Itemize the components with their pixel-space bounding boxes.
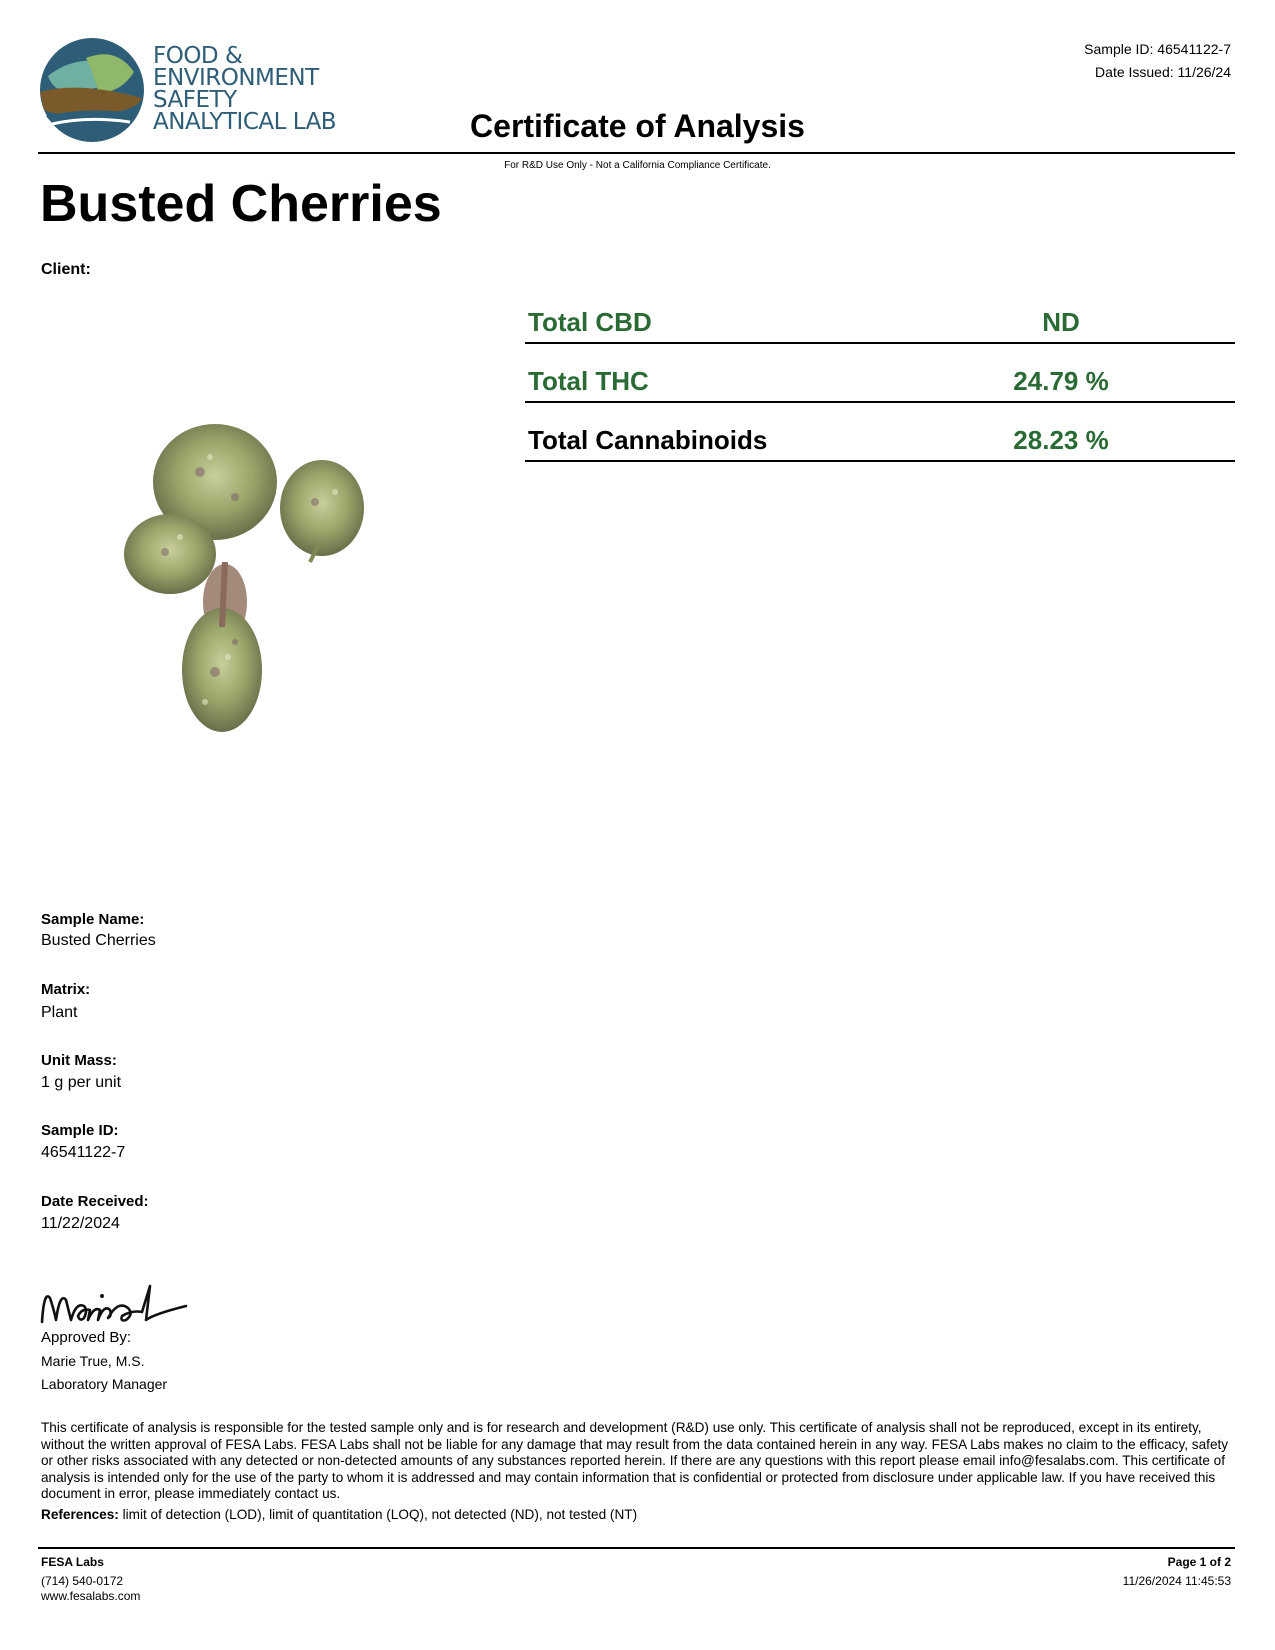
logo-line-4: ANALYTICAL LAB: [153, 109, 337, 135]
sample-name-value: Busted Cherries: [41, 932, 156, 949]
summary-value: 24.79 %: [1013, 366, 1109, 396]
references-label: References:: [41, 1507, 119, 1522]
summary-row-thc: [525, 361, 1235, 403]
approver-name: Marie True, M.S.: [41, 1353, 145, 1369]
matrix-label: Matrix:: [41, 981, 91, 998]
header-date-issued: Date Issued: 11/26/24: [1095, 64, 1231, 80]
approved-by-label: Approved By:: [41, 1329, 132, 1346]
approver-title: Laboratory Manager: [41, 1376, 168, 1392]
rd-disclaimer: For R&D Use Only - Not a California Compliance Certificate.: [504, 160, 771, 171]
footer-website: www.fesalabs.com: [41, 1589, 141, 1603]
header-sample-id: Sample ID: 46541122-7: [1084, 41, 1231, 57]
unit-mass-label: Unit Mass:: [41, 1052, 117, 1069]
sample-name-label: Sample Name:: [41, 911, 145, 928]
unit-mass-value: 1 g per unit: [41, 1074, 122, 1091]
footer-timestamp: 11/26/2024 11:45:53: [1122, 1574, 1231, 1588]
logo-line-1: FOOD &: [153, 43, 243, 69]
logo-line-3: SAFETY: [153, 87, 237, 113]
summary-row-total: [525, 420, 1235, 462]
date-received-label: Date Received:: [41, 1193, 149, 1210]
logo-line-2: ENVIRONMENT: [153, 65, 319, 91]
summary-label: Total CBD: [528, 307, 652, 337]
summary-label: Total THC: [528, 366, 649, 396]
sample-id-label: Sample ID:: [41, 1122, 119, 1139]
summary-value: ND: [1042, 307, 1080, 337]
footer-phone: (714) 540-0172: [41, 1574, 124, 1588]
cannabis-flower-photo: [110, 412, 390, 768]
footer-company: FESA Labs: [41, 1555, 104, 1569]
footer-divider: [38, 1547, 1235, 1549]
matrix-value: Plant: [41, 1004, 78, 1021]
client-label: Client:: [41, 261, 91, 278]
product-name: Busted Cherries: [40, 175, 442, 233]
page-number: Page 1 of 2: [1167, 1555, 1231, 1569]
summary-label: Total Cannabinoids: [528, 425, 768, 455]
date-received-value: 11/22/2024: [41, 1215, 120, 1232]
signature-image: [38, 1280, 188, 1328]
summary-value: 28.23 %: [1013, 425, 1109, 455]
sample-id-value: 46541122-7: [41, 1144, 126, 1161]
legal-disclaimer: This certificate of analysis is responsible for the tested sample only and is for research and development (R&D) use only. This certificate of analysis shall not be reproduced, except in its entirety, without the written approval of FESA Labs. FESA Labs shall not be liable for any damage that may result from the data contained herein in any way. FESA Labs makes no claim to the efficacy, safety or other risks associated with any detected or non-detected amounts of any substances reported herein. If there are any questions with this report please email info@fesalabs.com. This certificate of analysis is intended only for the use of the party to whom it is addressed and may contain information that is confidential or protected from disclosure under applicable law. If you have received this document in error, please immediately contact us.: [41, 1420, 1229, 1502]
document-title: Certificate of Analysis: [470, 108, 805, 144]
references: [41, 1507, 1236, 1522]
header-divider: [38, 152, 1235, 154]
references-text: limit of detection (LOD), limit of quantitation (LOQ), not detected (ND), not tested (NT): [118, 1507, 638, 1522]
summary-row-cbd: [525, 302, 1235, 344]
